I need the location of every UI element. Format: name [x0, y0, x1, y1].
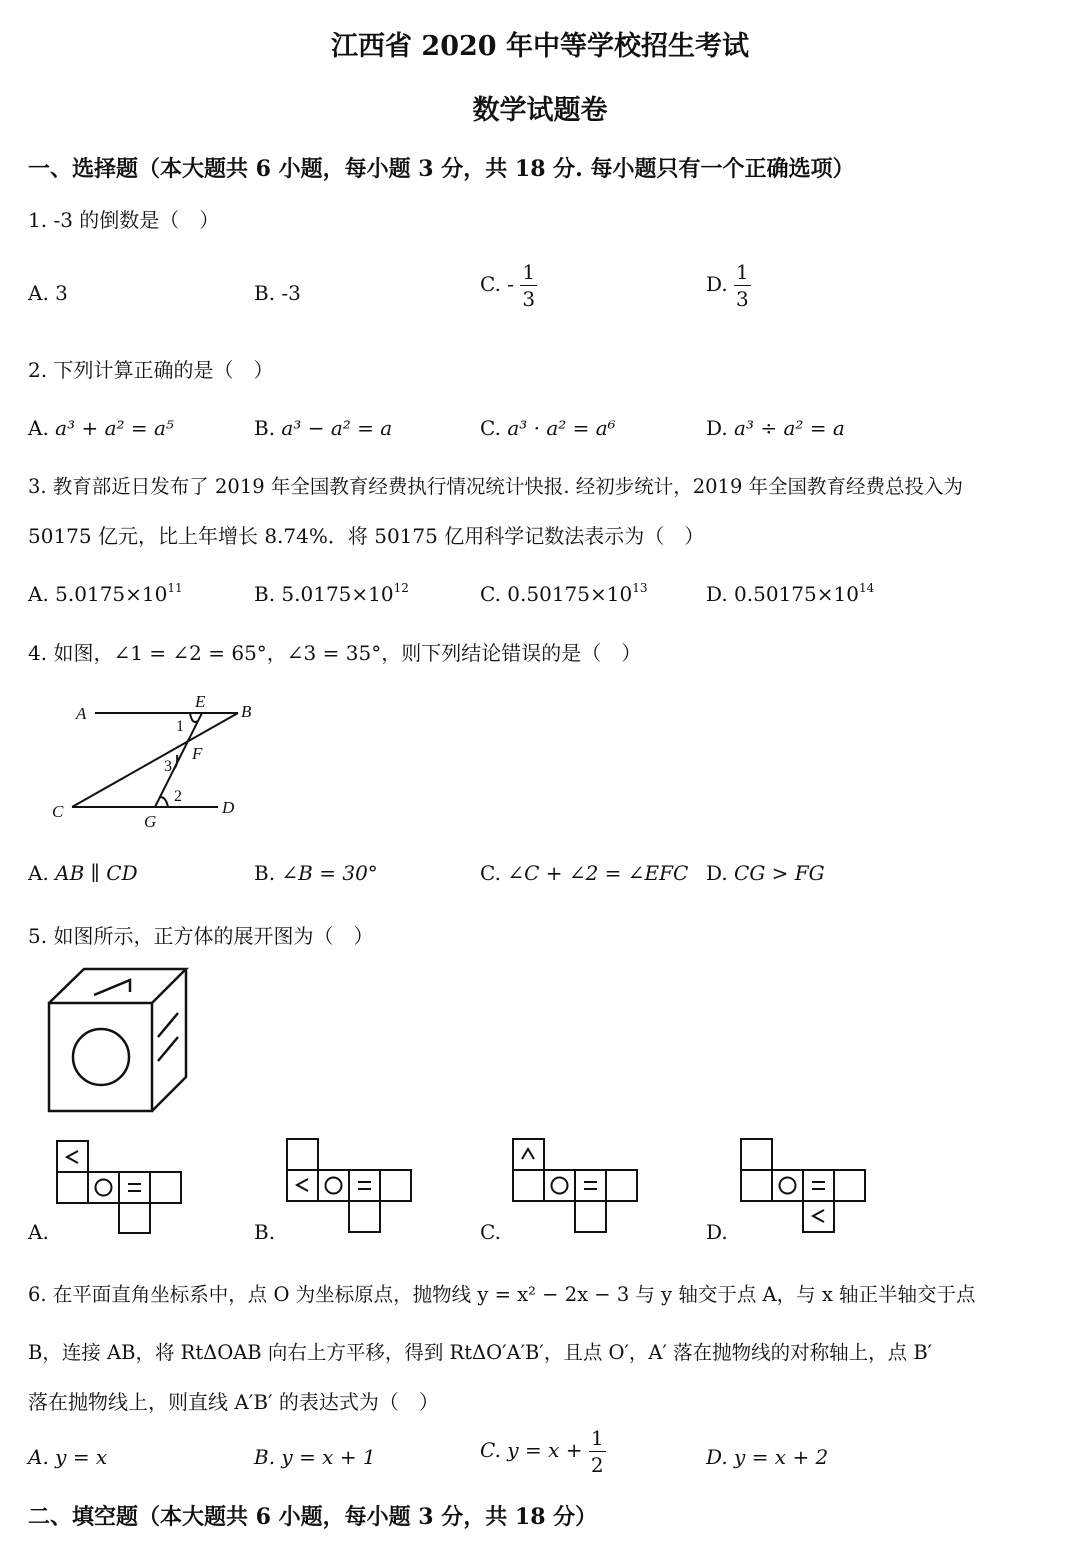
q6-option-b: B. y = x + 1	[254, 1445, 376, 1469]
q5-option-a: A.	[28, 1220, 49, 1244]
cube-right-face	[152, 969, 186, 1111]
q4-label-angle-2: 2	[174, 788, 182, 805]
q4-label-b: B	[241, 702, 252, 721]
cube-front-face	[49, 1003, 152, 1111]
question-3-stem-line1: 3. 教育部近日发布了 2019 年全国教育经费执行情况统计快报. 经初步统计，2019 年全国教育经费总投入为	[28, 475, 964, 498]
q1-option-d-fraction	[734, 262, 751, 309]
q4-label-e: E	[195, 692, 206, 711]
question-2-stem: 2. 下列计算正确的是（ ）	[28, 358, 274, 382]
q3-option-d	[706, 582, 874, 606]
q5-net-a	[56, 1140, 186, 1234]
q1-option-c-fraction	[520, 262, 537, 309]
q1-d-numerator: 1	[736, 260, 749, 284]
q4-label-g: G	[144, 812, 157, 831]
q3-b-base: B. 5.0175×10	[254, 582, 394, 606]
q3-b-exponent: 12	[393, 581, 409, 595]
q5-option-c: C.	[480, 1220, 501, 1244]
question-5-stem: 5. 如图所示，正方体的展开图为（ ）	[28, 924, 374, 948]
q4-a-expr: AB ∥ CD	[55, 861, 138, 885]
q5-net-c	[512, 1138, 642, 1234]
q4-label-angle-3: 3	[164, 758, 172, 775]
q5-option-b: B.	[254, 1220, 276, 1244]
q3-option-a	[28, 582, 183, 606]
q4-a-label: A.	[28, 861, 49, 885]
q3-option-b	[254, 582, 409, 606]
q4-label-c: C	[52, 802, 64, 821]
q1-c-numerator: 1	[522, 260, 536, 284]
q3-d-base: D. 0.50175×10	[706, 582, 859, 606]
q4-option-b	[254, 861, 378, 885]
q5-net-d	[740, 1138, 870, 1234]
q2-option-b	[254, 416, 392, 440]
q4-angle-3-arc	[174, 755, 177, 769]
q5-option-d: D.	[706, 1220, 728, 1244]
question-6-line1: 6. 在平面直角坐标系中，点 O 为坐标原点，抛物线 y = x² − 2x − 3 与 y 轴交于点 A，与 x 轴正半轴交于点	[28, 1283, 976, 1306]
cube-circle-symbol	[73, 1029, 129, 1085]
q2-b-expr: a³ − a² = a	[281, 416, 393, 440]
q4-c-label: C.	[480, 861, 501, 885]
q2-d-expr: a³ ÷ a² = a	[734, 416, 845, 440]
q4-option-d	[706, 861, 825, 885]
q1-option-d	[706, 262, 751, 309]
exam-subtitle: 数学试题卷	[472, 95, 608, 126]
q2-option-d	[706, 416, 845, 440]
q3-option-c	[480, 582, 648, 606]
q6-c-numerator: 1	[590, 1426, 604, 1450]
question-1-stem: 1. -3 的倒数是（ ）	[28, 208, 220, 232]
q4-label-f: F	[192, 744, 203, 763]
q4-d-label: D.	[706, 861, 728, 885]
q1-option-b: B. -3	[254, 281, 301, 305]
q4-angle-1-arc	[190, 713, 198, 722]
q6-option-a: A. y = x	[28, 1445, 108, 1469]
q2-a-expr: a³ + a² = a⁵	[55, 416, 174, 440]
q1-option-a: A. 3	[28, 281, 68, 305]
q4-geometry-figure	[50, 685, 270, 835]
cube-equals-stroke-2	[158, 1037, 178, 1061]
q4-label-d: D	[222, 798, 235, 817]
q1-option-c-prefix: C. -	[480, 272, 515, 296]
q4-label-angle-1: 1	[176, 718, 184, 735]
q6-option-c	[480, 1428, 606, 1475]
q3-c-exponent: 13	[632, 581, 648, 595]
q3-a-exponent: 11	[167, 581, 183, 595]
q6-option-c-prefix: C. y = x +	[480, 1438, 583, 1462]
q3-a-base: A. 5.0175×10	[28, 582, 168, 606]
question-6-line2: B，连接 AB，将 RtΔOAB 向右上方平移，得到 RtΔO′A′B′，且点 O′，A′ 落在抛物线的对称轴上，点 B′	[28, 1341, 933, 1364]
section-heading-choice: 一、选择题（本大题共 6 小题，每小题 3 分，共 18 分. 每小题只有一个正确选项）	[28, 156, 855, 182]
q1-option-d-prefix: D.	[706, 272, 728, 296]
q1-c-denominator: 3	[522, 287, 536, 311]
q3-d-exponent: 14	[858, 581, 875, 595]
q4-b-expr: ∠B = 30°	[281, 861, 378, 885]
q6-c-denominator: 2	[590, 1453, 604, 1477]
q2-c-label: C.	[480, 416, 501, 440]
section-heading-fill: 二、填空题（本大题共 6 小题，每小题 3 分，共 18 分）	[28, 1504, 598, 1530]
question-3-stem-line2: 50175 亿元，比上年增长 8.74%．将 50175 亿用科学记数法表示为（ ）	[28, 524, 705, 548]
q1-d-denominator: 3	[736, 287, 749, 311]
q4-option-a	[28, 861, 138, 885]
q4-c-expr: ∠C + ∠2 = ∠EFC	[507, 861, 689, 885]
q6-option-c-fraction	[589, 1428, 606, 1475]
question-6-line3: 落在抛物线上，则直线 A′B′ 的表达式为（ ）	[28, 1390, 439, 1414]
q5-net-b	[286, 1138, 416, 1234]
q4-line-bc	[72, 713, 238, 807]
q2-d-label: D.	[706, 416, 728, 440]
q2-option-c	[480, 416, 616, 440]
question-4-stem: 4. 如图，∠1 = ∠2 = 65°，∠3 = 35°，则下列结论错误的是（ ）	[28, 641, 642, 665]
cube-equals-stroke-1	[158, 1013, 178, 1037]
cube-angle-symbol	[94, 980, 130, 995]
q4-b-label: B.	[254, 861, 276, 885]
q3-c-base: C. 0.50175×10	[480, 582, 633, 606]
q4-angle-2-arc	[160, 797, 168, 807]
q2-a-label: A.	[28, 416, 49, 440]
q4-label-a: A	[76, 704, 87, 723]
q5-cube-figure	[44, 965, 194, 1117]
exam-title: 江西省 2020 年中等学校招生考试	[331, 31, 749, 62]
q6-option-d: D. y = x + 2	[706, 1445, 829, 1469]
q4-option-c	[480, 861, 688, 885]
q2-b-label: B.	[254, 416, 276, 440]
q1-option-c	[480, 262, 537, 309]
q4-d-expr: CG > FG	[734, 861, 825, 885]
q2-option-a	[28, 416, 174, 440]
q2-c-expr: a³ · a² = a⁶	[507, 416, 616, 440]
